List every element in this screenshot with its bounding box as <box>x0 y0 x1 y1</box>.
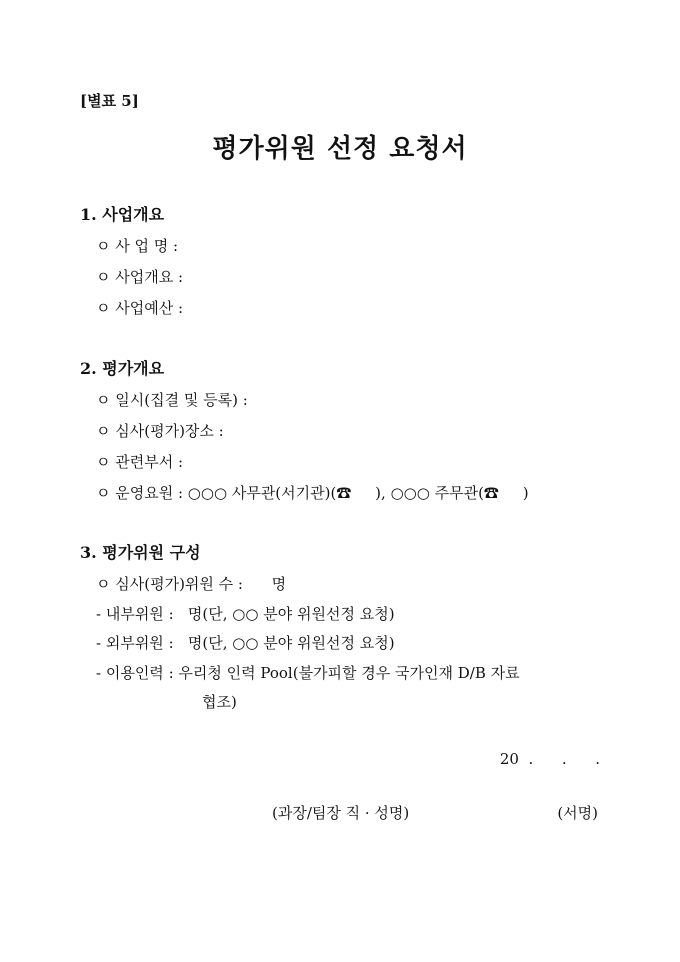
section-3-sub-item-external: - 외부위원 : 명(단, ○○ 분야 위원선정 요청) <box>96 634 395 652</box>
section-2-item-department: ㅇ 관련부서 : <box>96 453 184 471</box>
section-3-sub-item-personnel: - 이용인력 : 우리청 인력 Pool(불가피할 경우 국가인재 D/B 자료 <box>96 664 520 682</box>
section-1-item-project-overview: ㅇ 사업개요 : <box>96 268 184 286</box>
section-3-member-count: ㅇ 심사(평가)위원 수 : 명 <box>96 575 287 593</box>
section-1-heading: 1. 사업개요 <box>80 205 165 224</box>
document-title: 평가위원 선정 요청서 <box>212 134 468 164</box>
document-date: 20 . . . <box>499 750 600 768</box>
section-3-sub-item-personnel-continuation: 협조) <box>202 693 237 711</box>
section-2-heading: 2. 평가개요 <box>80 359 165 378</box>
signature-field: (서명) <box>557 804 598 822</box>
appendix-tag: [별표 5] <box>80 92 139 110</box>
section-1-item-project-name: ㅇ 사 업 명 : <box>96 237 179 255</box>
section-1-item-project-budget: ㅇ 사업예산 : <box>96 299 184 317</box>
section-2-item-venue: ㅇ 심사(평가)장소 : <box>96 422 224 440</box>
section-2-item-datetime: ㅇ 일시(집결 및 등록) : <box>96 391 248 409</box>
section-3-heading: 3. 평가위원 구성 <box>80 543 201 562</box>
section-3-sub-item-internal: - 내부위원 : 명(단, ○○ 분야 위원선정 요청) <box>96 605 395 623</box>
signer-title-name: (과장/팀장 직 · 성명) <box>272 804 410 822</box>
section-2-item-staff: ㅇ 운영요원 : ○○○ 사무관(서기관)(☎ ), ○○○ 주무관(☎ ) <box>96 484 529 502</box>
